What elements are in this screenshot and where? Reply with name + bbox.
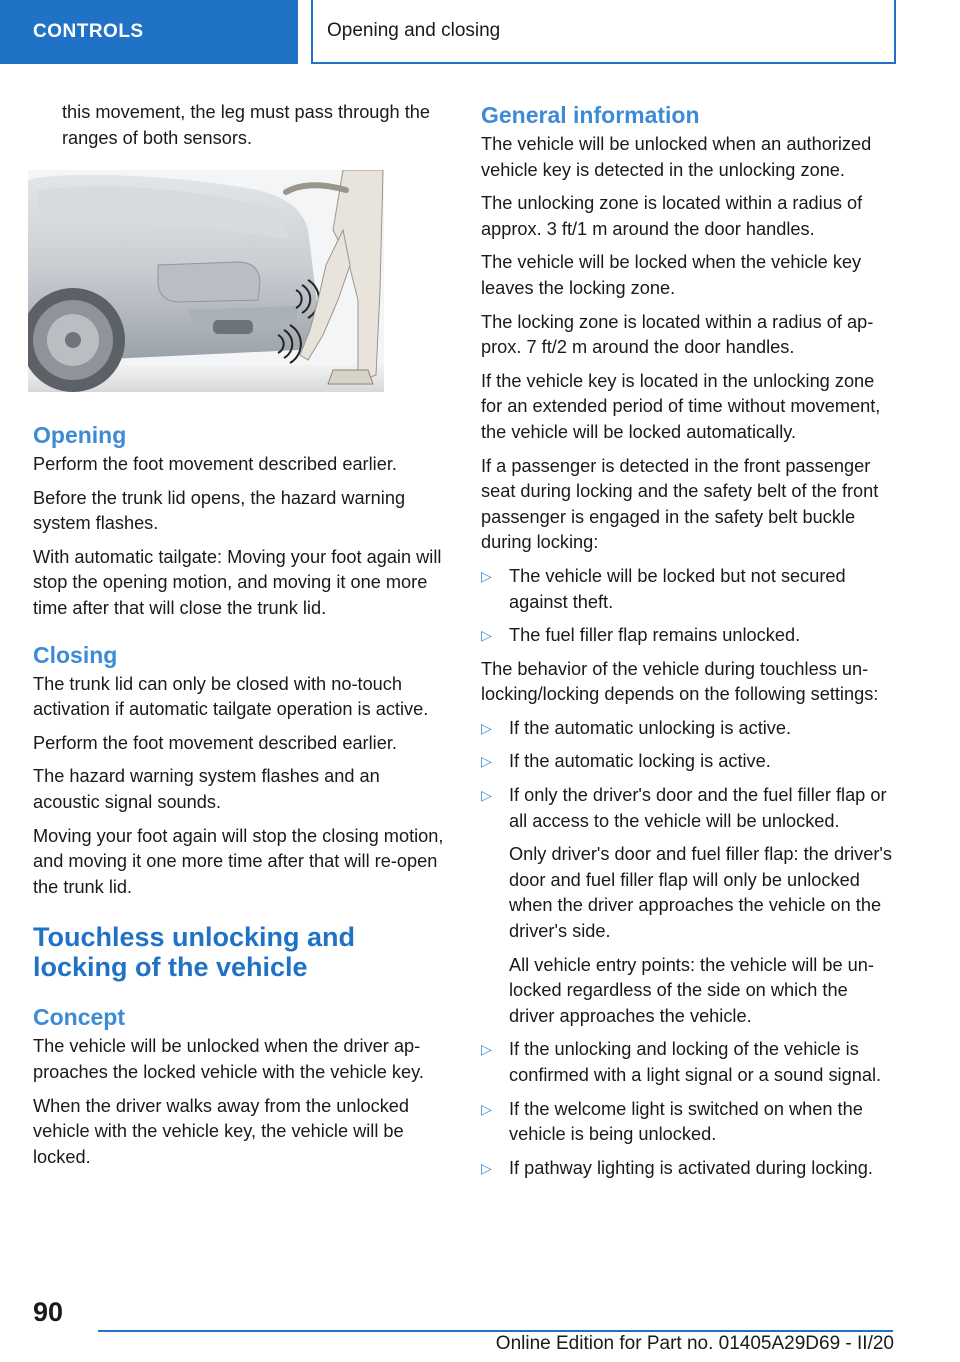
sub-paragraph-all-entry-points: All vehicle entry points: the vehicle will be unlocked regardless of the side on which the driver approaches the vehicle.	[509, 954, 874, 1026]
general-paragraph-3: The vehicle will be locked when the vehicle key leaves the locking zone.	[481, 252, 862, 298]
list-item-text: If the automatic locking is active.	[509, 751, 771, 772]
concept-heading: Concept	[33, 1004, 125, 1031]
list-item-text: If the welcome light is switched on when the vehicle is being unlocked.	[509, 1098, 863, 1145]
triangle-bullet-icon: ▷	[481, 627, 492, 644]
closing-paragraph-3: The hazard warning system flashes and an acoustic signal sounds.	[33, 766, 380, 812]
footer-divider	[98, 1330, 893, 1332]
page-number: 90	[33, 1297, 64, 1327]
left-column	[33, 100, 445, 159]
list-item	[481, 749, 893, 775]
general-paragraph-6: If a passenger is detected in the front passenger seat during locking and the safety belt of the front passenger is engaged in the safety belt buckle during locking:	[481, 455, 879, 553]
list-item-text: The fuel filler flap remains unlocked.	[509, 625, 801, 646]
opening-paragraph-3: With automatic tailgate: Moving your foot again will stop the opening motion, and moving it one more time after that will close the trunk lid.	[33, 546, 442, 618]
list-item-text: If only the driver's door and the fuel filler flap or all access to the vehicle will be unlocked.	[509, 785, 887, 831]
triangle-bullet-icon: ▷	[481, 787, 492, 804]
opening-heading: Opening	[33, 422, 127, 448]
sub-paragraph-drivers-door: Only driver's door and fuel filler flap: the driver's door and fuel filler flap will only be unlocked when the driver approaches the vehicle on the driver's side.	[509, 844, 892, 942]
touchless-heading: Touchless unlocking and locking of the vehicle	[33, 922, 356, 983]
list-item	[481, 1037, 893, 1088]
list-item	[481, 623, 893, 649]
general-paragraph-2: The unlocking zone is located within a radius of approx. 3 ft/1 m around the door handles.	[481, 193, 863, 239]
triangle-bullet-icon: ▷	[481, 1100, 492, 1117]
closing-paragraph-2: Perform the foot movement described earlier.	[33, 732, 397, 753]
general-paragraph-7: The behavior of the vehicle during touchless unlocking/locking depends on the following settings:	[481, 658, 879, 705]
list-item	[481, 716, 893, 742]
closing-heading: Closing	[33, 641, 118, 668]
list-item-text: If the unlocking and locking of the vehicle is confirmed with a light signal or a sound signal.	[509, 1039, 882, 1085]
intro-paragraph: this movement, the leg must pass through the ranges of both sensors.	[62, 102, 430, 148]
trunk-foot-sensor-illustration	[28, 170, 384, 392]
chapter-title-box	[311, 0, 896, 64]
opening-paragraph-1: Perform the foot movement described earlier.	[33, 454, 397, 474]
triangle-bullet-icon: ▷	[481, 1159, 492, 1176]
triangle-bullet-icon: ▷	[481, 719, 492, 736]
list-item-text: If the automatic unlocking is active.	[509, 717, 792, 738]
list-item-text: If pathway lighting is activated during locking.	[509, 1157, 873, 1178]
list-item-text: The vehicle will be locked but not secured against theft.	[509, 565, 846, 612]
section-tab	[0, 0, 298, 64]
list-item	[481, 564, 893, 615]
list-item	[481, 783, 893, 834]
triangle-bullet-icon: ▷	[481, 753, 492, 770]
list-item	[481, 1156, 893, 1182]
opening-paragraph-2: Before the trunk lid opens, the hazard warning system flashes.	[33, 487, 406, 534]
edition-footer: Online Edition for Part no. 01405A29D69 - II/20	[495, 1333, 894, 1354]
triangle-bullet-icon: ▷	[481, 567, 492, 584]
general-paragraph-5: If the vehicle key is located in the unlocking zone for an extended period of time without movement, the vehicle will be locked automatically.	[481, 370, 881, 442]
general-paragraph-4: The locking zone is located within a radius of approx. 7 ft/2 m around the door handles.	[481, 311, 874, 358]
section-label: CONTROLS	[33, 21, 144, 42]
closing-paragraph-4: Moving your foot again will stop the closing motion, and moving it one more time after that will re-open the trunk lid.	[33, 825, 444, 897]
triangle-bullet-icon: ▷	[481, 1041, 492, 1058]
general-information-heading: General information	[481, 102, 700, 128]
left-column-body	[33, 420, 445, 1178]
closing-paragraph-1: The trunk lid can only be closed with no-touch activation if automatic tailgate operation is active.	[33, 673, 429, 720]
chapter-title: Opening and closing	[327, 20, 501, 41]
concept-paragraph-1: The vehicle will be unlocked when the driver approaches the locked vehicle with the vehicle key.	[33, 1036, 424, 1082]
general-paragraph-1: The vehicle will be unlocked when an authorized vehicle key is detected in the unlocking zone.	[481, 134, 872, 180]
right-column	[481, 100, 893, 1189]
list-item	[481, 1097, 893, 1148]
concept-paragraph-2: When the driver walks away from the unlocked vehicle with the vehicle key, the vehicle will be locked.	[33, 1095, 410, 1167]
